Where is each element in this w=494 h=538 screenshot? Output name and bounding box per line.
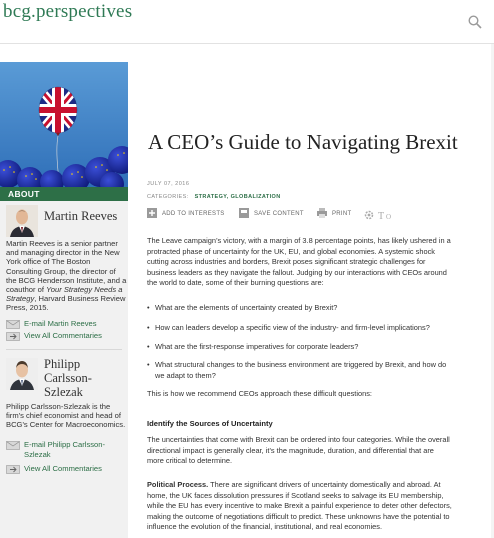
avatar[interactable]: [6, 358, 38, 390]
list-item-text: [155, 360, 485, 381]
hero-image: [0, 62, 128, 187]
save-icon: [239, 208, 249, 218]
text-line: [147, 480, 492, 491]
email-author-link[interactable]: [6, 319, 97, 330]
view-commentaries-label: View All Commentaries: [24, 331, 102, 340]
print-icon: [317, 208, 327, 218]
email-author-link[interactable]: [6, 440, 105, 462]
plus-icon: [147, 208, 157, 218]
list-item-line: What structural changes to the business environment are triggered by Brexit, and how do: [155, 360, 447, 369]
section-heading: Identify the Sources of Uncertainty: [147, 419, 273, 428]
text-line: The Leave campaign’s victory, with a margin of 3.8 percentage points, has likely ushered in a: [147, 236, 451, 245]
author-name-line: Szlezak: [44, 385, 83, 399]
paragraph-lead: Political Process.: [147, 480, 209, 489]
text-line: directional impact is generally clear, it’s the magnitude, duration, and differential that are: [147, 445, 434, 455]
author-card-martin-reeves: [6, 205, 127, 355]
text-fragment: There are significant drivers of uncertainty domestically and abroad. At: [208, 480, 441, 489]
view-commentaries-link[interactable]: [6, 331, 102, 342]
list-item: • What structural changes to the business environment are triggered by Brexit, and how do we adapt to them?: [147, 360, 487, 382]
text-line: cutting across industries and borders, Brexit poses significant strategic challenges for: [147, 257, 426, 266]
text-line: more critical to determine.: [147, 456, 233, 465]
text-line: while the EU has every incentive to make Brexit a painful experience to deter other defectors,: [147, 501, 452, 510]
recommend-text: This is how we recommend CEOs approach these difficult questions:: [147, 389, 372, 398]
site-logo[interactable]: bcg.perspectives: [3, 1, 133, 22]
text-line: The uncertainties that come with Brexit can be ordered into four categories. While the overall: [147, 435, 450, 444]
article-categories: [147, 194, 281, 200]
author-bio: Philipp Carlsson-Szlezak is the firm's chief economist and head of BCG's Center for Macroeconomics.: [6, 402, 126, 430]
view-commentaries-link[interactable]: [6, 464, 102, 475]
view-commentaries-label: View All Commentaries: [24, 464, 102, 473]
search-icon[interactable]: [468, 15, 482, 29]
save-content-label: SAVE CONTENT: [254, 211, 304, 217]
author-bio-text: Martin Reeves is a senior partner and managing director in the New York office of The Boston Consulting Group, the director of the BCG Henderson Institute, and a coauthor of: [6, 239, 127, 295]
category-links[interactable]: STRATEGY, GLOBALIZATION: [194, 194, 281, 200]
categories-label: CATEGORIES:: [147, 194, 189, 200]
email-icon: [6, 320, 20, 329]
article-date: JULY 07, 2016: [147, 181, 190, 187]
article-title: A CEO’s Guide to Navigating Brexit: [148, 130, 458, 154]
text-line: the world to date, some of their burning questions are:: [147, 278, 324, 287]
arrow-icon: [6, 465, 20, 474]
paragraph: [147, 435, 492, 467]
text-size-icon[interactable]: [378, 208, 396, 222]
add-to-interests-label: ADD TO INTERESTS: [162, 211, 225, 217]
paragraph: [147, 480, 492, 533]
sidebar: [0, 62, 128, 538]
svg-text:T: T: [378, 211, 385, 222]
author-name-line: Philipp: [44, 357, 81, 371]
list-item-text: How can leaders develop a specific view of the industry- and firm-level implications?: [155, 323, 430, 332]
text-line: home, the UK faces dissolution pressures if Scotland seeks to salvage its EU membership,: [147, 490, 444, 500]
author-bio-text-end: , Harvard Business Review Press, 2015.: [6, 294, 126, 313]
text-line: influence the evolution of the financial, institutional, and real economies.: [147, 522, 383, 531]
about-header: ABOUT: [0, 187, 128, 201]
text-line: protracted phase of uncertainty for the UK, EU, and global economies. A systemic shock: [147, 246, 435, 256]
svg-text:O: O: [386, 213, 392, 221]
author-book-title: Your Strategy Needs a Strategy: [6, 285, 123, 304]
list-item-text: What are the first-response imperatives for corporate leaders?: [155, 342, 359, 351]
settings-icon[interactable]: [363, 208, 375, 222]
header-divider: [0, 43, 494, 44]
arrow-icon: [6, 332, 20, 341]
text-line: business leaders as they navigate the fallout. Judging by our interactions with CEOs around: [147, 267, 447, 277]
add-to-interests-button[interactable]: [147, 207, 225, 221]
email-author-label: E-mail Martin Reeves: [24, 319, 97, 328]
email-icon: [6, 441, 20, 450]
author-divider: [6, 349, 122, 350]
top-bar: [0, 0, 494, 44]
author-card-philipp-carlsson-szlezak: [6, 353, 124, 533]
intro-paragraph: [147, 236, 492, 289]
author-name-line: Carlsson-: [44, 371, 92, 385]
save-content-button[interactable]: [239, 207, 304, 221]
author-bio: [6, 239, 128, 313]
print-button[interactable]: [317, 207, 352, 221]
author-name[interactable]: [44, 357, 92, 399]
list-item-line: we adapt to them?: [155, 370, 216, 380]
email-author-label-cont: Szlezak: [24, 450, 51, 459]
text-line: making the outcome of negotiations difficult to predict. These unknowns have the potential to: [147, 511, 450, 521]
author-name[interactable]: Martin Reeves: [44, 209, 118, 223]
print-label: PRINT: [332, 211, 352, 217]
avatar[interactable]: [6, 205, 38, 237]
list-item-text: What are the elements of uncertainty created by Brexit?: [155, 303, 338, 312]
email-author-label: E-mail Philipp Carlsson-: [24, 440, 106, 449]
